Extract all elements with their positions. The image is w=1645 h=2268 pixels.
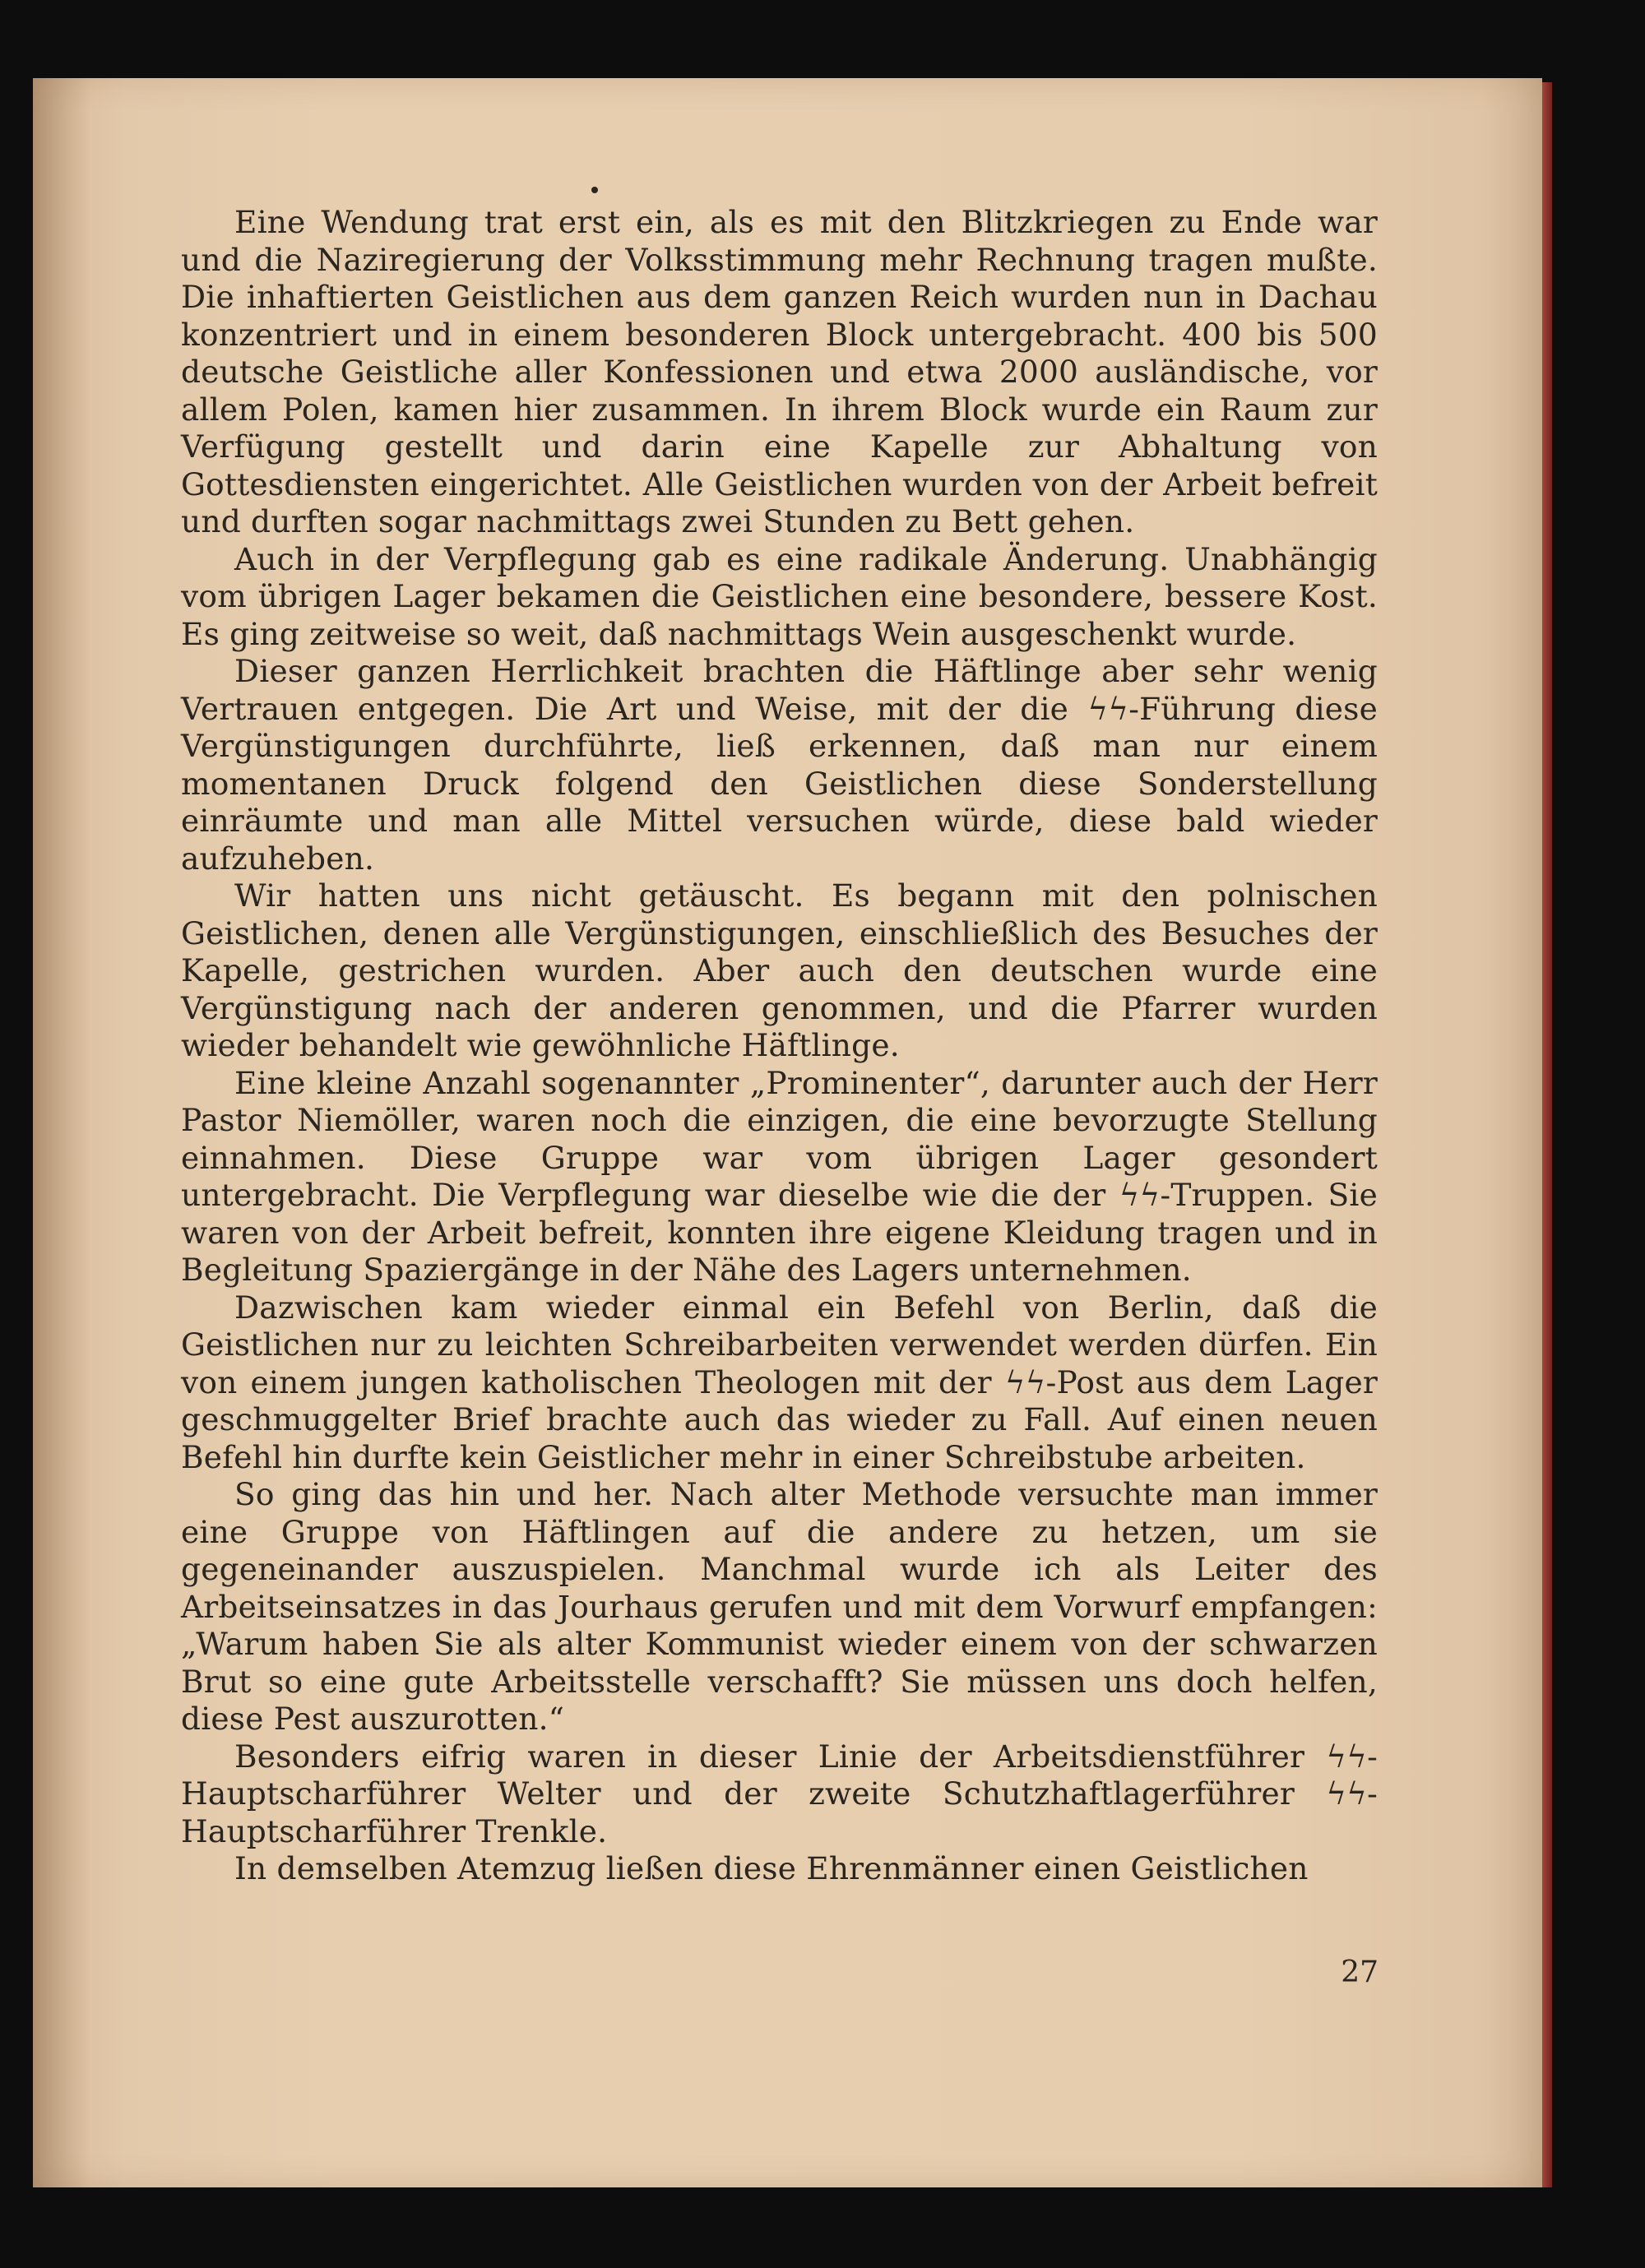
paragraph: Eine kleine Anzahl sogenannter „Prominenter“, darunter auch der Herr Pastor Niemöller, waren noch die einzigen, die eine bevorzugte Stellung einnahmen. Diese Gruppe war vom übrigen Lager gesondert untergebracht. Die Verpflegung war dieselbe wie die der ϟϟ-Truppen. Sie waren von der Arbeit befreit, konnten ihre eigene Kleidung tragen und in Begleitung Spaziergänge in der Nähe des Lagers unternehmen. xyxy=(181,1064,1378,1288)
paragraph: Wir hatten uns nicht getäuscht. Es begann mit den polnischen Geistlichen, denen alle Vergünstigungen, einschließlich des Besuches der Kapelle, gestrichen wurden. Aber auch den deutschen wurde eine Vergünstigung nach der anderen genommen, und die Pfarrer wurden wieder behandelt wie gewöhnliche Häftlinge. xyxy=(181,877,1378,1063)
gutter-shadow xyxy=(33,78,90,2187)
paragraph: Dazwischen kam wieder einmal ein Befehl von Berlin, daß die Geistlichen nur zu leichten Schreibarbeiten verwendet werden dürfen. Ein von einem jungen katholischen Theologen mit der ϟϟ-Post aus dem Lager geschmuggelter Brief brachte auch das wieder zu Fall. Auf einen neuen Befehl hin durfte kein Geistlicher mehr in einer Schreibstube arbeiten. xyxy=(181,1289,1378,1475)
paragraph: Auch in der Verpflegung gab es eine radikale Änderung. Unabhängig vom übrigen Lager bekamen die Geistlichen eine besondere, bessere Kost. Es ging zeitweise so weit, daß nachmittags Wein ausgeschenkt wurde. xyxy=(181,540,1378,652)
paragraph: Dieser ganzen Herrlichkeit brachten die Häftlinge aber sehr wenig Vertrauen entgegen. Die Art und Weise, mit der die ϟϟ-Führung diese Vergünstigungen durchführte, ließ erkennen, daß man nur einem momentanen Druck folgend den Geistlichen diese Sonderstellung einräumte und man alle Mittel versuchen würde, diese bald wieder aufzuheben. xyxy=(181,653,1378,877)
book-edge xyxy=(1542,82,1552,2187)
body-text xyxy=(181,204,1378,1888)
paragraph: So ging das hin und her. Nach alter Methode versuchte man immer eine Gruppe von Häftlingen auf die andere zu hetzen, um sie gegeneinander auszuspielen. Manchmal wurde ich als Leiter des Arbeitseinsatzes in das Jourhaus gerufen und mit dem Vorwurf empfangen: „Warum haben Sie als alter Kommunist wieder einem von der schwarzen Brut so eine gute Arbeitsstelle verschafft? Sie müssen uns doch helfen, diese Pest auszurotten.“ xyxy=(181,1476,1378,1737)
paragraph: In demselben Atemzug ließen diese Ehrenmänner einen Geistlichen xyxy=(234,1850,1309,1886)
paragraph: Besonders eifrig waren in dieser Linie der Arbeitsdienstführer ϟϟ-Hauptscharführer Welter und der zweite Schutzhaftlagerführer ϟϟ-Hauptscharführer Trenkle. xyxy=(181,1738,1378,1849)
page-number: 27 xyxy=(1341,1956,1379,1989)
paragraph: Eine Wendung trat erst ein, als es mit den Blitzkriegen zu Ende war und die Naziregierung der Volksstimmung mehr Rechnung tragen mußte. Die inhaftierten Geistlichen aus dem ganzen Reich wurden nun in Dachau konzentriert und in einem besonderen Block untergebracht. 400 bis 500 deutsche Geistliche aller Konfessionen und etwa 2000 ausländische, vor allem Polen, kamen hier zusammen. In ihrem Block wurde ein Raum zur Verfügung gestellt und darin eine Kapelle zur Abhaltung von Gottesdiensten eingerichtet. Alle Geistlichen wurden von der Arbeit befreit und durften sogar nachmittags zwei Stunden zu Bett gehen. xyxy=(181,204,1378,539)
ink-dot xyxy=(591,187,598,193)
